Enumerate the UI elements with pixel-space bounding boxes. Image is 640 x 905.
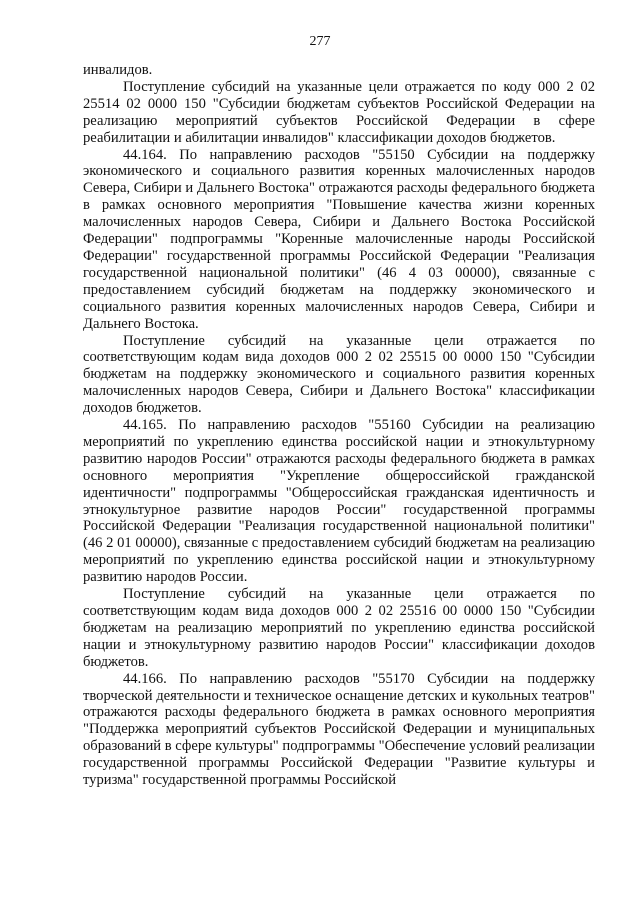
paragraph-receipts-25516: Поступление субсидий на указанные цели отражается по соответствующим кодам вида доходов 000 2 02 25516 00 0000 150 "Субсидии бюджетам на реализацию мероприятий по укреплению единства российской нации и этнокультурному развитию народов России" классификации доходов бюджетов. bbox=[83, 586, 595, 670]
paragraph-receipts-25515: Поступление субсидий на указанные цели отражается по соответствующим кодам вида доходов 000 2 02 25515 00 0000 150 "Субсидии бюджетам на поддержку экономического и социального развития коренных малочисленных народов Севера, Сибири и Дальнего Востока" классификации доходов бюджетов. bbox=[83, 332, 595, 417]
paragraph-44-166: 44.166. По направлению расходов "55170 Субсидии на поддержку творческой деятельности и техническое оснащение детских и кукольных театров" отражаются расходы федерального бюджета в рамках основного мероприятия "Поддержка мероприятий субъектов Российской Федерации и муниципальных образований в сфере культуры" подпрограммы "Обеспечение условий реализации государственной программы Российской Федерации "Развитие культуры и туризма" государственной программы Российской bbox=[83, 670, 595, 789]
document-body bbox=[83, 62, 595, 789]
paragraph-44-164: 44.164. По направлению расходов "55150 Субсидии на поддержку экономического и социального развития коренных малочисленных народов Севера, Сибири и Дальнего Востока" отражаются расходы федерального бюджета в рамках основного мероприятия "Повышение качества жизни коренных малочисленных народов Севера, Сибири и Дальнего Востока Российской Федерации" подпрограммы "Коренные малочисленные народы Российской Федерации" государственной программы Российской Федерации "Реализация государственной национальной политики" (46 4 03 00000), связанные с предоставлением субсидий бюджетам на поддержку экономического и социального развития коренных малочисленных народов Севера, Сибири и Дальнего Востока. bbox=[83, 146, 595, 332]
paragraph-44-165: 44.165. По направлению расходов "55160 Субсидии на реализацию мероприятий по укреплению единства российской нации и этнокультурному развитию народов России" отражаются расходы федерального бюджета в рамках основного мероприятия "Укрепление общероссийской гражданской идентичности" подпрограммы "Общероссийская гражданская идентичность и этнокультурное развитие народов России" государственной программы Российской Федерации "Реализация государственной национальной политики" (46 2 01 00000), связанные с предоставлением субсидий бюджетам на реализацию мероприятий по укреплению единства российской нации и этнокультурному развитию народов России. bbox=[83, 417, 595, 586]
page-number: 277 bbox=[309, 34, 331, 49]
paragraph-receipts-25514: Поступление субсидий на указанные цели отражается по коду 000 2 02 25514 02 0000 150 "Субсидии бюджетам субъектов Российской Федерации на реализацию мероприятий субъектов Российской Федерации в сфере реабилитации и абилитации инвалидов" классификации доходов бюджетов. bbox=[83, 78, 595, 146]
paragraph-continuation: инвалидов. bbox=[83, 62, 153, 78]
